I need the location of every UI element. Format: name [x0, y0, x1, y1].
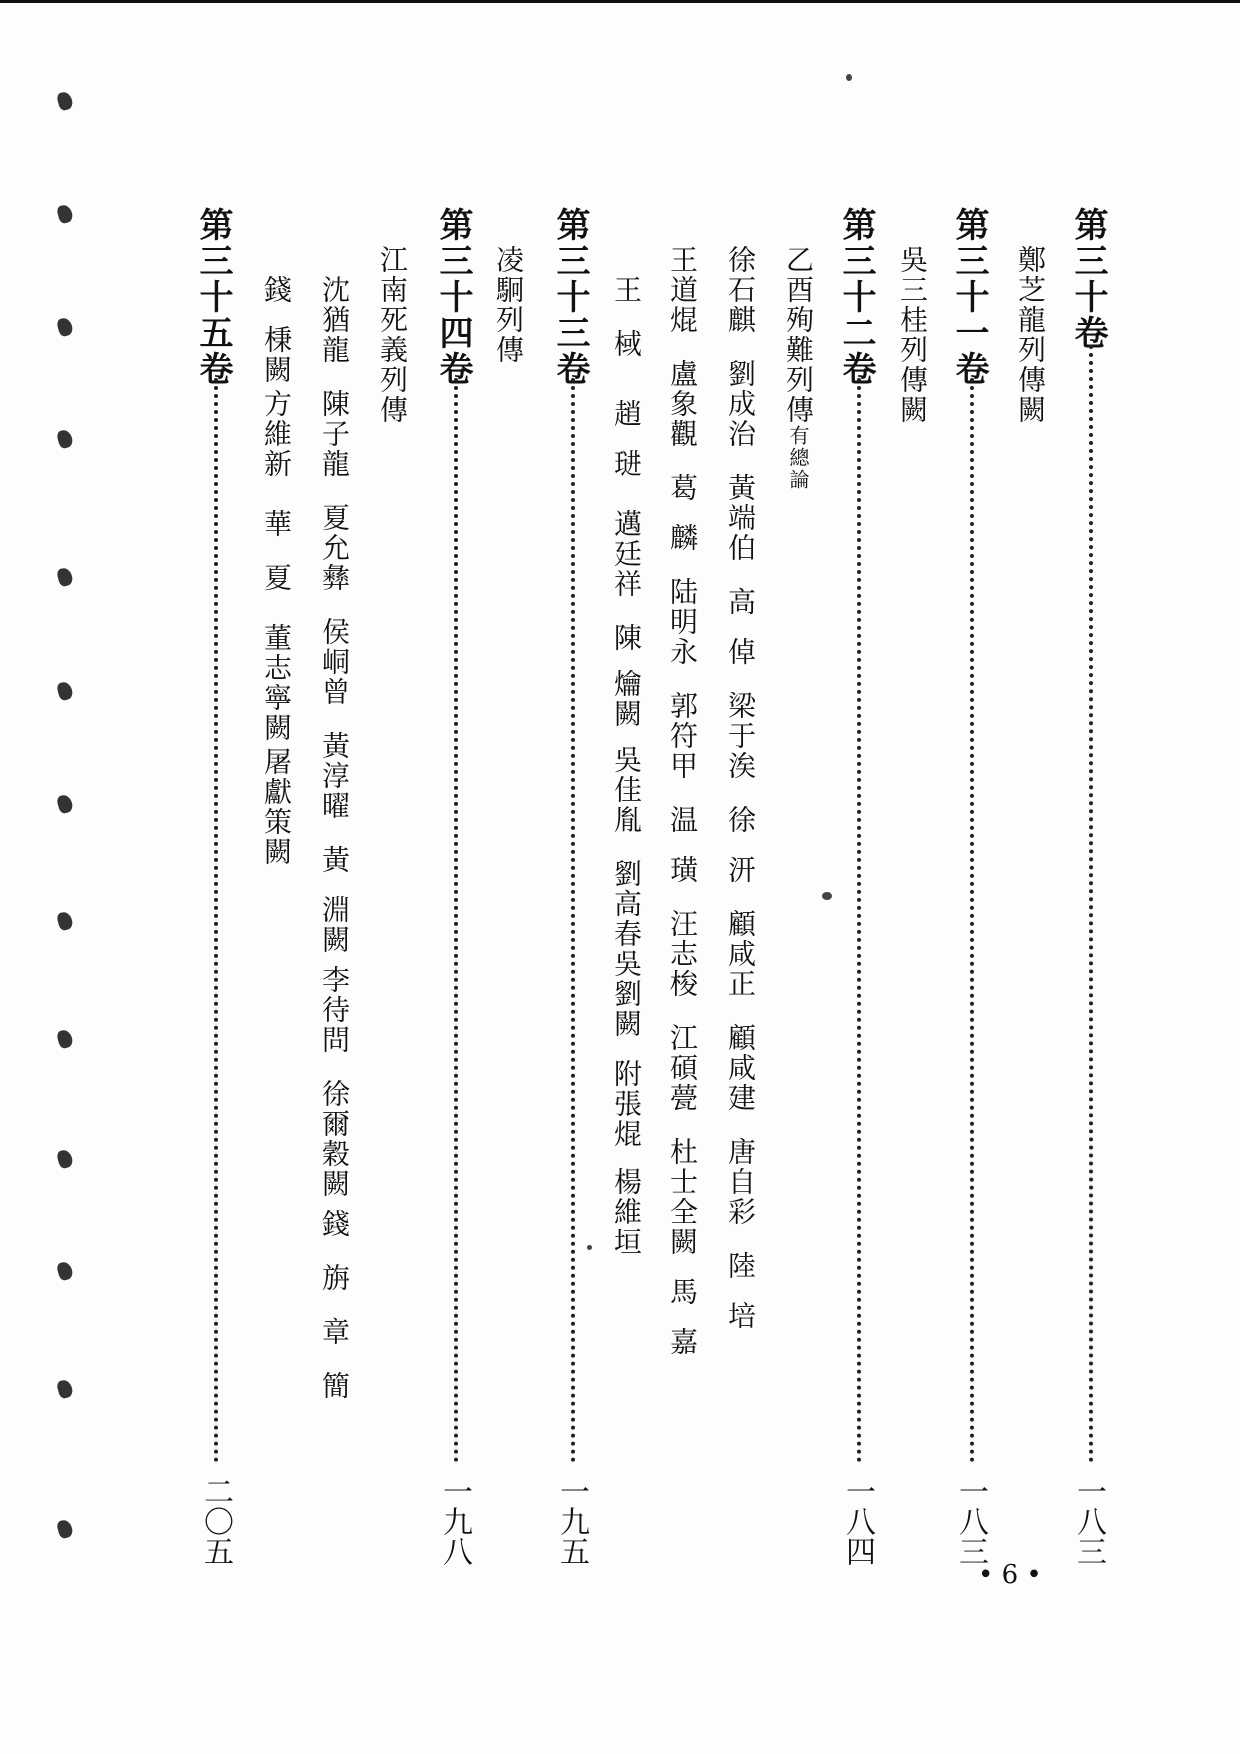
volume-30-entry: 鄭芝龍列傳闕	[1014, 245, 1047, 425]
name: 劉高春吳劉闕	[610, 859, 643, 1039]
binding-mark	[56, 793, 74, 814]
volume-33-heading: 凌駉列傳	[492, 245, 525, 365]
binding-mark	[56, 316, 74, 337]
binding-mark	[56, 1028, 74, 1049]
name: 黃	[318, 845, 351, 875]
name: 琎	[610, 449, 643, 479]
name: 棅闕	[260, 325, 293, 385]
name: 棫	[610, 329, 643, 359]
name: 屠獻策闕	[260, 747, 293, 867]
name: 梁于涘	[724, 691, 757, 781]
name: 沈猶龍	[318, 275, 351, 365]
volume-32-row-2	[666, 245, 699, 1357]
volume-30-leader	[1089, 345, 1093, 1463]
volume-33-row-1	[610, 275, 643, 1257]
binding-mark	[56, 1148, 74, 1169]
name: 陳	[610, 623, 643, 653]
name: 徐爾穀闕	[318, 1079, 351, 1199]
volume-34-page: 一九八	[437, 1476, 472, 1566]
name: 簡	[318, 1371, 351, 1401]
volume-32-title: 第三十二卷	[836, 207, 876, 387]
name: 高	[724, 587, 757, 617]
section-heading-note: 有總論	[786, 425, 810, 491]
name: 徐	[724, 805, 757, 835]
volume-32-row-1	[724, 245, 757, 1331]
name: 華	[260, 509, 293, 539]
volume-32-page: 一八四	[840, 1476, 875, 1566]
volume-32-heading	[782, 245, 815, 491]
volume-34-title: 第三十四卷	[433, 207, 473, 387]
name: 方維新	[260, 389, 293, 479]
name: 董志寧闕	[260, 623, 293, 743]
volume-33-title: 第三十三卷	[550, 207, 590, 387]
name: 倬	[724, 637, 757, 667]
name: 黃淳曜	[318, 731, 351, 821]
volume-33-leader	[571, 378, 575, 1463]
name: 郭符甲	[666, 691, 699, 781]
binding-mark	[56, 1378, 74, 1399]
name: 夏允彝	[318, 503, 351, 593]
name: 趙	[610, 399, 643, 429]
name: 温	[666, 805, 699, 835]
volume-35-leader	[214, 378, 218, 1463]
name: 麟	[666, 523, 699, 553]
name: 顧咸建	[724, 1023, 757, 1113]
name: 陸	[724, 1251, 757, 1281]
name: 錢	[260, 275, 293, 305]
name: 劉成治	[724, 359, 757, 449]
volume-31-entry: 吳三桂列傳闕	[896, 245, 929, 425]
ink-speck	[822, 892, 832, 900]
volume-32-leader	[857, 378, 861, 1463]
volume-31-page: 一八三	[953, 1476, 988, 1566]
binding-mark	[56, 566, 74, 587]
binding-mark	[56, 910, 74, 931]
name: 陆明永	[666, 577, 699, 667]
name: 盧象觀	[666, 359, 699, 449]
name: 馬	[666, 1277, 699, 1307]
name: 夏	[260, 563, 293, 593]
name: 錢	[318, 1209, 351, 1239]
binding-mark	[56, 1260, 74, 1281]
volume-30-page: 一八三	[1071, 1476, 1106, 1566]
binding-mark	[56, 680, 74, 701]
name: 李待問	[318, 965, 351, 1055]
ink-speck	[587, 1245, 592, 1250]
name: 邁廷祥	[610, 509, 643, 599]
name: 王	[610, 275, 643, 305]
name: 江碩甍	[666, 1023, 699, 1113]
binding-mark	[56, 428, 74, 449]
volume-34-leader	[454, 378, 458, 1463]
volume-35-title: 第三十五卷	[193, 207, 233, 387]
name: 吳佳胤	[610, 745, 643, 835]
volume-30-title: 第三十卷	[1068, 207, 1108, 351]
ink-speck	[846, 74, 852, 81]
name: 陳子龍	[318, 389, 351, 479]
page-number: • 6 •	[978, 1560, 1042, 1590]
name: 王道焜	[666, 245, 699, 335]
volume-34-row-2	[260, 275, 293, 867]
name: 附張焜	[610, 1059, 643, 1149]
name: 葛	[666, 473, 699, 503]
binding-mark	[56, 1518, 74, 1539]
name: 汧	[724, 855, 757, 885]
volume-31-title: 第三十一卷	[949, 207, 989, 387]
name: 唐自彩	[724, 1137, 757, 1227]
volume-34-row-1	[318, 275, 351, 1401]
name: 汪志梭	[666, 909, 699, 999]
name: 嘉	[666, 1327, 699, 1357]
name: 楊維垣	[610, 1167, 643, 1257]
name: 璜	[666, 855, 699, 885]
volume-34-heading: 江南死義列傳	[376, 245, 409, 425]
name: 旃	[318, 1263, 351, 1293]
name: 杜士全闕	[666, 1137, 699, 1257]
section-heading: 乙酉殉難列傳	[782, 245, 815, 425]
name: 章	[318, 1317, 351, 1347]
volume-33-page: 一九五	[554, 1476, 589, 1566]
name: 爚闕	[610, 669, 643, 729]
name: 徐石麒	[724, 245, 757, 335]
binding-mark	[56, 203, 74, 224]
binding-mark	[56, 90, 74, 111]
page-top-edge	[0, 0, 1240, 3]
volume-35-page: 二〇五	[198, 1476, 233, 1566]
name: 侯峒曾	[318, 617, 351, 707]
name: 培	[724, 1301, 757, 1331]
name: 顧咸正	[724, 909, 757, 999]
volume-31-leader	[970, 378, 974, 1463]
name: 淵闕	[318, 895, 351, 955]
name: 黃端伯	[724, 473, 757, 563]
